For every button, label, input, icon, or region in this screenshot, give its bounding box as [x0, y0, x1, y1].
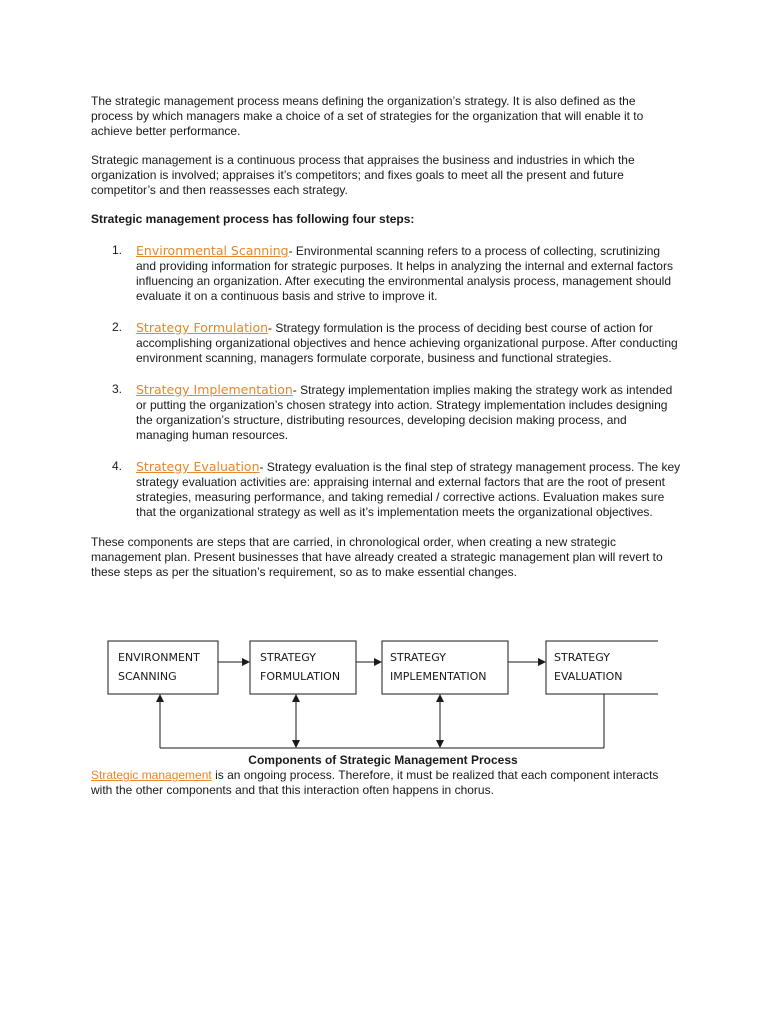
summary-paragraph: These components are steps that are carried, in chronological order, when creating a new strategic management plan. Present businesses that have already created a strategic management plan will revert to these steps as per the situation’s requirement, so as to make essential changes. [91, 535, 663, 579]
box-label: FORMULATION [260, 670, 341, 683]
box-label: STRATEGY [260, 651, 316, 664]
step-link-strategy-implementation[interactable]: Strategy Implementation [136, 382, 293, 397]
step-number: 2. [112, 320, 123, 334]
diagram-caption: Components of Strategic Management Process [248, 753, 518, 767]
step-description: - Strategy formulation is the process of deciding best course of action for accomplishing organizational objectives and hence achieving organizational purpose. After conducting environment scanning, managers formulate corporate, business and functional strategies. [136, 321, 678, 365]
steps-heading: Strategic management process has following four steps: [91, 212, 415, 226]
box-label: IMPLEMENTATION [390, 670, 487, 683]
step-description: - Strategy implementation implies making the strategy work as intended or putting the organization’s chosen strategy into action. Strategy implementation includes designing the organization’s structure, distributing resources, developing decision making process, and managing human resources. [136, 383, 673, 442]
box-strategy-evaluation [546, 641, 658, 694]
list-item [91, 459, 681, 520]
step-link-environmental-scanning[interactable]: Environmental Scanning [136, 243, 289, 258]
intro-paragraph-1: The strategic management process means defining the organization’s strategy. It is also defined as the process by which managers make a choice of a set of strategies for the organization that will enable it to achieve better performance. [91, 94, 644, 138]
step-number: 4. [112, 459, 123, 473]
process-diagram [107, 640, 659, 752]
list-item [91, 320, 681, 366]
strategic-management-link[interactable]: Strategic management [91, 768, 212, 782]
box-strategy-formulation [250, 641, 356, 694]
step-description: - Strategy evaluation is the final step of strategy management process. The key strategy evaluation activities are: appraising internal and external factors that are the root of present strategies, measuring performance, and taking remedial / corrective actions. Evaluation makes sure that the organizational strategy as well as it’s implementation meets the organizational objectives. [136, 460, 681, 519]
closing-text: is an ongoing process. Therefore, it must be realized that each component interacts with the other components and that this interaction often happens in chorus. [91, 768, 659, 797]
document-body [91, 94, 681, 580]
box-environment-scanning [108, 641, 218, 694]
steps-list [91, 243, 681, 520]
box-label: SCANNING [118, 670, 177, 683]
intro-paragraph-2: Strategic management is a continuous process that appraises the business and industries in which the organization is involved; appraises it’s competitors; and fixes goals to meet all the present and future competitor’s and then reassesses each strategy. [91, 153, 635, 197]
box-label: EVALUATION [554, 670, 623, 683]
list-item [91, 243, 681, 304]
box-label: ENVIRONMENT [118, 651, 200, 664]
box-label: STRATEGY [554, 651, 610, 664]
list-item [91, 382, 681, 443]
step-description: - Environmental scanning refers to a process of collecting, scrutinizing and providing information for strategic purposes. It helps in analyzing the internal and external factors influencing an organization. After executing the environmental analysis process, management should evaluate it on a continuous basis and strive to improve it. [136, 244, 673, 303]
step-number: 1. [112, 243, 123, 257]
step-link-strategy-formulation[interactable]: Strategy Formulation [136, 320, 269, 335]
box-label: STRATEGY [390, 651, 446, 664]
step-link-strategy-evaluation[interactable]: Strategy Evaluation [136, 459, 260, 474]
box-strategy-implementation [382, 641, 508, 694]
closing-paragraph [91, 768, 681, 798]
step-number: 3. [112, 382, 123, 396]
